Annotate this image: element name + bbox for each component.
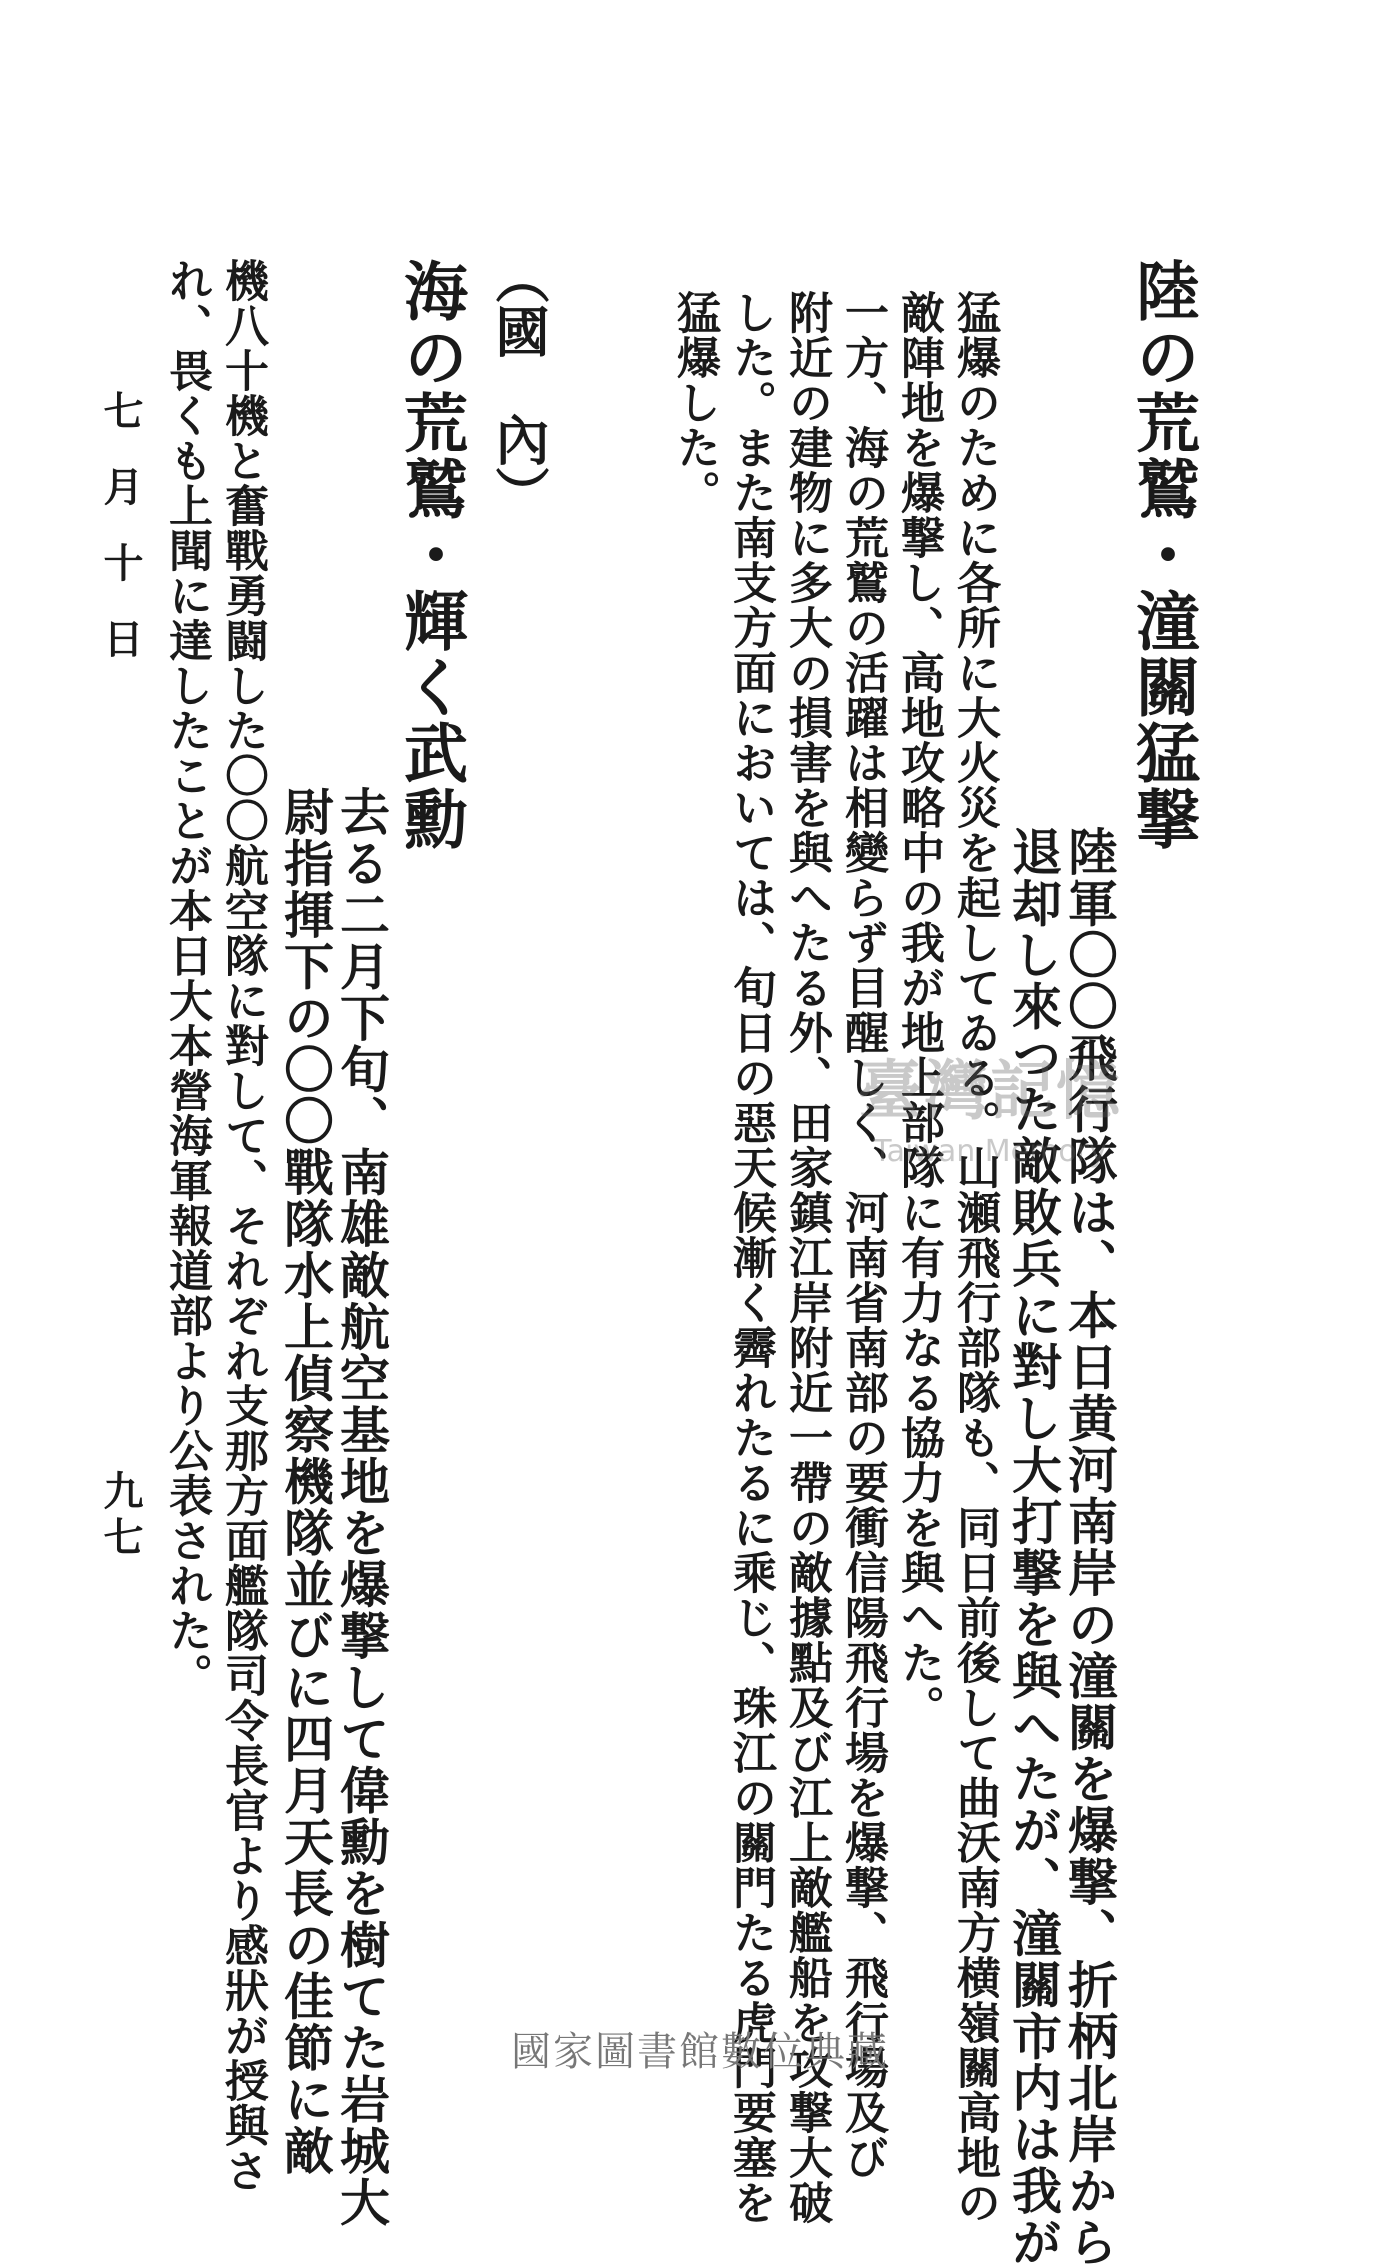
article-title-navy: 海の荒鷲・輝く武勳	[393, 258, 468, 852]
article2-column-3: 機八十機と奮戰勇闘した〇〇航空隊に對して、それぞれ支那方面艦隊司令長官より感狀が授與さ	[217, 258, 268, 2193]
article1-column-1: 陸軍〇〇飛行隊は、本日黄河南岸の潼關を爆撃、折柄北岸から	[1060, 826, 1119, 2268]
article2-column-2: 尉指揮下の〇〇戰隊水上偵察機隊並びに四月天長の佳節に敵	[276, 786, 335, 2177]
watermark-subtitle: Taiwan Memory	[873, 1134, 1107, 1169]
article2-column-4: れ、畏くも上聞に達したことが本日大本營海軍報道部より公表された。	[161, 258, 212, 1698]
article1-column-5: 一方、海の荒鷲の活躍は相變らず目醒しく、河南省南部の要衝信陽飛行場を爆撃、飛行場及び	[837, 290, 888, 2180]
article2-column-1: 去る二月下旬、南雄敵航空基地を爆撃して偉勳を樹てた岩城大	[332, 786, 391, 2228]
page-number: 九七	[97, 1470, 144, 1562]
article1-column-2: 退却し來つた敵敗兵に對し大打撃を與へたが、潼關市内は我が	[1004, 826, 1063, 2268]
article-title-army: 陸の荒鷲・潼關猛撃	[1125, 258, 1200, 852]
section-label-domestic: （國 內）	[487, 250, 551, 520]
watermark-text: 臺灣記憶	[858, 1054, 1122, 1129]
footer-credit: 國家圖書館數位典藏	[511, 2029, 889, 2075]
article1-column-3: 猛爆のために各所に大火災を起してゐる。山瀬飛行部隊も、同日前後して曲沃南方横嶺關高地の	[949, 290, 1000, 2225]
watermark	[830, 1040, 1150, 1220]
article1-column-6: 附近の建物に多大の損害を與へたる外、田家鎮江岸附近一帶の敵據點及び江上敵艦船を攻撃大破	[781, 290, 832, 2225]
article1-column-8: 猛爆した。	[669, 290, 720, 515]
article1-column-7: した。また南支方面においては、旬日の惡天候漸く霽れたるに乘じ、珠江の關門たる虎門要塞を	[725, 290, 776, 2225]
date-label: 七月十日	[97, 390, 144, 694]
article1-column-4: 敵陣地を爆撃し、高地攻略中の我が地上部隊に有力なる協力を與へた。	[893, 290, 944, 1730]
